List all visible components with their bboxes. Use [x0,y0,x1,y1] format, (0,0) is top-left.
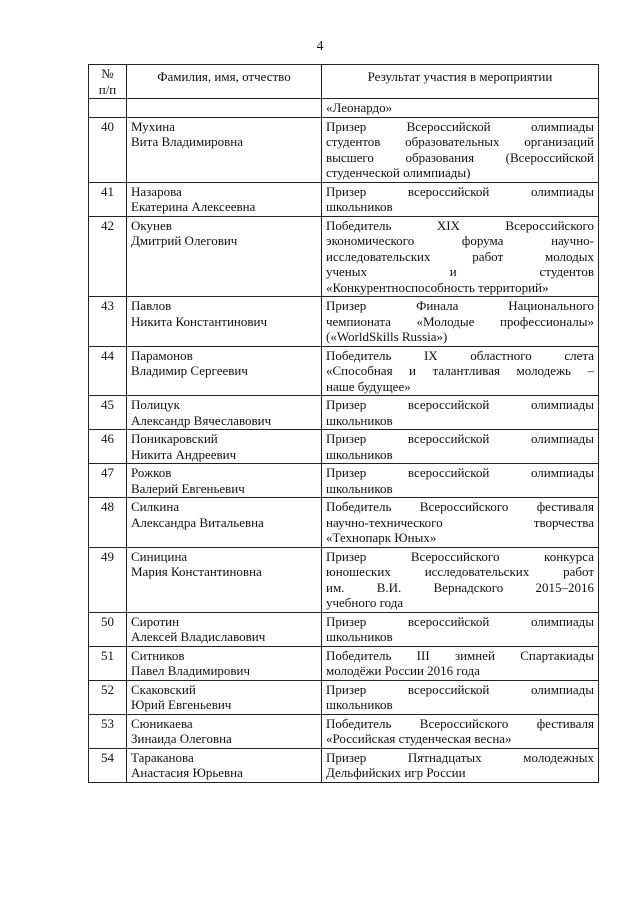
name-line: Тараканова [131,749,194,765]
row-number: 46 [89,430,127,464]
row-result [322,216,599,297]
name-line: Сиротин [131,613,180,629]
name-line: Алексей Владиславович [131,629,266,644]
result-line: студентов образовательных организаций [326,134,594,149]
name-line: Рожков [131,465,172,480]
name-line: Валерий Евгеньевич [131,480,245,496]
row-result [322,297,599,347]
row-full-name [127,396,322,430]
table-row [89,216,599,297]
header-number-line: п/п [98,81,117,97]
row-full-name [127,714,322,748]
result-line: Победитель IX областного слета [326,347,594,363]
name-line: Окунев [131,217,172,233]
row-number: 54 [89,748,127,782]
row-full-name [127,612,322,646]
row-number: 47 [89,464,127,498]
row-full-name [127,464,322,498]
result-line: «Российская студенческая весна» [326,731,512,746]
name-line: Павел Владимирович [131,663,251,678]
row-number: 40 [89,117,127,182]
table-row [89,547,599,612]
row-full-name [127,680,322,714]
name-line: Владимир Сергеевич [131,363,248,378]
row-full-name [127,646,322,680]
result-line: учебного года [326,595,404,610]
row-number: 42 [89,216,127,297]
result-line: «Технопарк Юных» [326,530,437,545]
participants-table [88,64,599,783]
result-line: Дельфийских игр России [326,765,466,780]
row-result [322,646,599,680]
name-line: Сюникаева [131,715,193,731]
result-line: Победитель XIX Всероссийского [326,217,594,233]
result-line: Призер Пятнадцатых молодежных [326,749,594,765]
table-row [89,646,599,680]
name-line: Парамонов [131,347,193,363]
table-row [89,748,599,782]
header-name: Фамилия, имя, отчество [127,65,322,99]
result-line: Призер всероссийской олимпиады [326,613,594,629]
result-line: школьников [326,629,393,644]
name-line: Анастасия Юрьевна [131,765,243,780]
row-number: 53 [89,714,127,748]
result-line: («WorldSkills Russia») [326,329,448,344]
result-line: Призер Финала Национального [326,298,594,313]
table-row [89,396,599,430]
result-line: «Способная и талантливая молодежь – [326,363,594,378]
row-result [322,547,599,612]
result-line: Победитель Всероссийского фестиваля [326,715,594,731]
result-line: Победитель III зимней Спартакиады [326,647,594,663]
result-line: Призер Всероссийского конкурса [326,548,594,564]
header-number-line: № [101,66,114,81]
name-line: Назарова [131,183,182,199]
name-line: Зинаида Олеговна [131,731,232,746]
row-full-name [127,182,322,216]
name-line: Скаковский [131,681,196,697]
result-line: ученых и студентов [326,264,594,279]
row-result [322,680,599,714]
table-row [89,297,599,347]
result-line: школьников [326,199,393,214]
result-line: «Конкурентноспособность территорий» [326,279,549,295]
row-full-name [127,498,322,548]
row-number: 51 [89,646,127,680]
row-number: 49 [89,547,127,612]
result-line: Победитель Всероссийского фестиваля [326,499,594,514]
table-row [89,430,599,464]
header-number [89,65,127,99]
row-full-name [127,346,322,396]
result-line: Призер всероссийской олимпиады [326,465,594,480]
table-row [89,714,599,748]
continuation-num [89,99,127,118]
row-result [322,396,599,430]
result-line: Призер всероссийской олимпиады [326,681,594,697]
table-row [89,612,599,646]
table-row [89,464,599,498]
result-line: им. В.И. Вернадского 2015–2016 [326,579,594,595]
result-line: школьников [326,480,393,496]
name-line: Павлов [131,298,172,313]
name-line: Силкина [131,499,180,514]
name-line: Александр Вячеславович [131,412,272,428]
result-line: научно-технического творчества [326,514,594,530]
continuation-row [89,99,599,118]
continuation-name [127,99,322,118]
continuation-result: «Леонардо» [322,99,599,118]
row-full-name [127,216,322,297]
name-line: Александра Витальевна [131,514,264,530]
result-line: Призер всероссийской олимпиады [326,397,594,412]
table-row [89,117,599,182]
result-line: школьников [326,446,393,462]
row-result [322,117,599,182]
row-result [322,748,599,782]
name-line: Мухина [131,118,175,134]
table-row [89,182,599,216]
row-result [322,182,599,216]
row-result [322,612,599,646]
row-number: 44 [89,346,127,396]
result-line: школьников [326,697,393,712]
name-line: Никита Андреевич [131,446,237,462]
row-full-name [127,297,322,347]
name-line: Синицина [131,548,188,564]
table-row [89,680,599,714]
name-line: Екатерина Алексеевна [131,199,256,214]
row-full-name [127,117,322,182]
row-result [322,464,599,498]
row-number: 50 [89,612,127,646]
result-line: исследовательских работ молодых [326,248,594,264]
name-line: Мария Константиновна [131,564,262,579]
name-line: Ситников [131,647,185,663]
row-number: 41 [89,182,127,216]
result-line: юношеских исследовательских работ [326,564,594,579]
row-result [322,714,599,748]
result-line: чемпионата «Молодые профессионалы» [326,313,594,329]
row-result [322,346,599,396]
result-line: Призер всероссийской олимпиады [326,183,594,199]
row-number: 48 [89,498,127,548]
row-number: 45 [89,396,127,430]
result-line: молодёжи России 2016 года [326,663,480,678]
table-row [89,498,599,548]
name-line: Дмитрий Олегович [131,233,238,248]
result-line: Призер всероссийской олимпиады [326,431,594,446]
row-result [322,430,599,464]
name-line: Поникаровский [131,431,218,446]
table-row [89,346,599,396]
result-line: высшего образования (Всероссийской [326,149,594,165]
result-line: наше будущее» [326,378,411,394]
name-line: Полицук [131,397,180,412]
row-full-name [127,547,322,612]
row-full-name [127,748,322,782]
header-result: Результат участия в мероприятии [322,65,599,99]
row-full-name [127,430,322,464]
name-line: Юрий Евгеньевич [131,697,232,712]
result-line: Призер Всероссийской олимпиады [326,118,594,134]
row-result [322,498,599,548]
name-line: Никита Константинович [131,313,268,329]
name-line: Вита Владимировна [131,134,244,149]
result-line: школьников [326,412,393,428]
table-header-row [89,65,599,99]
result-line: экономического форума научно- [326,233,594,248]
row-number: 43 [89,297,127,347]
row-number: 52 [89,680,127,714]
page-number: 4 [316,38,324,53]
result-line: студенческой олимпиады) [326,165,471,180]
